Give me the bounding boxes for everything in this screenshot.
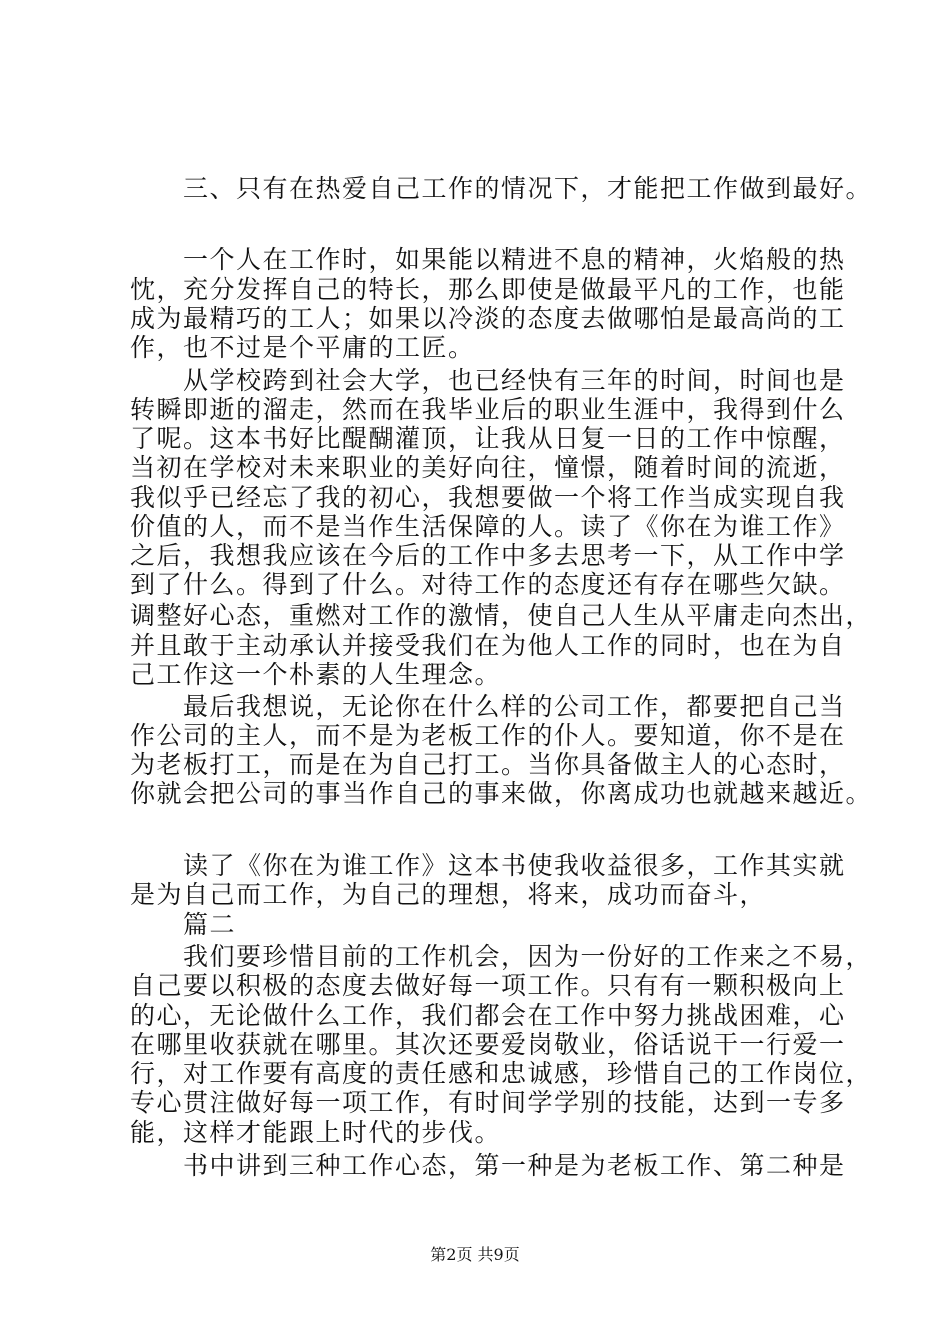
text-line: 作，也不过是个平庸的工匠。: [130, 333, 475, 362]
text-line: 忱，充分发挥自己的特长，那么即使是做最平凡的工作，也能: [130, 275, 846, 304]
text-line: 我似乎已经忘了我的初心，我想要做一个将工作当成实现自我: [130, 483, 846, 512]
text-line: 最后我想说，无论你在什么样的公司工作，都要把自己当: [130, 692, 846, 721]
text-line: 一个人在工作时，如果能以精进不息的精神，火焰般的热: [130, 245, 846, 274]
text-line: 调整好心态，重燃对工作的激情，使自己人生从平庸走向杰出，: [130, 601, 873, 630]
text-line: 当初在学校对未来职业的美好向往，憧憬，随着时间的流逝，: [130, 453, 846, 482]
text-line: 之后，我想我应该在今后的工作中多去思考一下，从工作中学: [130, 541, 846, 570]
text-line: 篇二: [130, 910, 237, 939]
text-line: 自己要以积极的态度去做好每一项工作。只有有一颗积极向上: [130, 971, 846, 1000]
text-line: 成为最精巧的工人；如果以冷淡的态度去做哪怕是最高尚的工: [130, 304, 846, 333]
text-line: 己工作这一个朴素的人生理念。: [130, 660, 502, 689]
page-footer: 第2页 共9页: [430, 1245, 520, 1264]
text-line: 读了《你在为谁工作》这本书使我收益很多，工作其实就: [130, 851, 846, 880]
text-line: 我们要珍惜目前的工作机会，因为一份好的工作来之不易，: [130, 942, 873, 971]
text-line: 三、只有在热爱自己工作的情况下，才能把工作做到最好。: [130, 174, 873, 203]
text-line: 从学校跨到社会大学，也已经快有三年的时间，时间也是: [130, 366, 846, 395]
text-line: 的心，无论做什么工作，我们都会在工作中努力挑战困难，心: [130, 1001, 846, 1030]
text-line: 是为自己而工作，为自己的理想，将来，成功而奋斗，: [130, 880, 767, 909]
text-line: 你就会把公司的事当作自己的事来做，你离成功也就越来越近。: [130, 779, 873, 808]
text-line: 为老板打工，而是在为自己打工。当你具备做主人的心态时，: [130, 750, 846, 779]
text-line: 书中讲到三种工作心态，第一种是为老板工作、第二种是: [130, 1151, 846, 1180]
text-line: 作公司的主人，而不是为老板工作的仆人。要知道，你不是在: [130, 721, 846, 750]
text-line: 了呢。这本书好比醍醐灌顶，让我从日复一日的工作中惊醒，: [130, 424, 846, 453]
text-line: 专心贯注做好每一项工作，有时间学学别的技能，达到一专多: [130, 1088, 846, 1117]
text-line: 到了什么。得到了什么。对待工作的态度还有存在哪些欠缺。: [130, 570, 846, 599]
text-line: 能，这样才能跟上时代的步伐。: [130, 1118, 502, 1147]
text-line: 在哪里收获就在哪里。其次还要爱岗敬业，俗话说干一行爱一: [130, 1030, 846, 1059]
text-line: 并且敢于主动承认并接受我们在为他人工作的同时，也在为自: [130, 631, 846, 660]
text-line: 转瞬即逝的溜走，然而在我毕业后的职业生涯中，我得到什么: [130, 395, 846, 424]
text-line: 价值的人，而不是当作生活保障的人。读了《你在为谁工作》: [130, 512, 846, 541]
text-line: 行，对工作要有高度的责任感和忠诚感，珍惜自己的工作岗位，: [130, 1059, 873, 1088]
